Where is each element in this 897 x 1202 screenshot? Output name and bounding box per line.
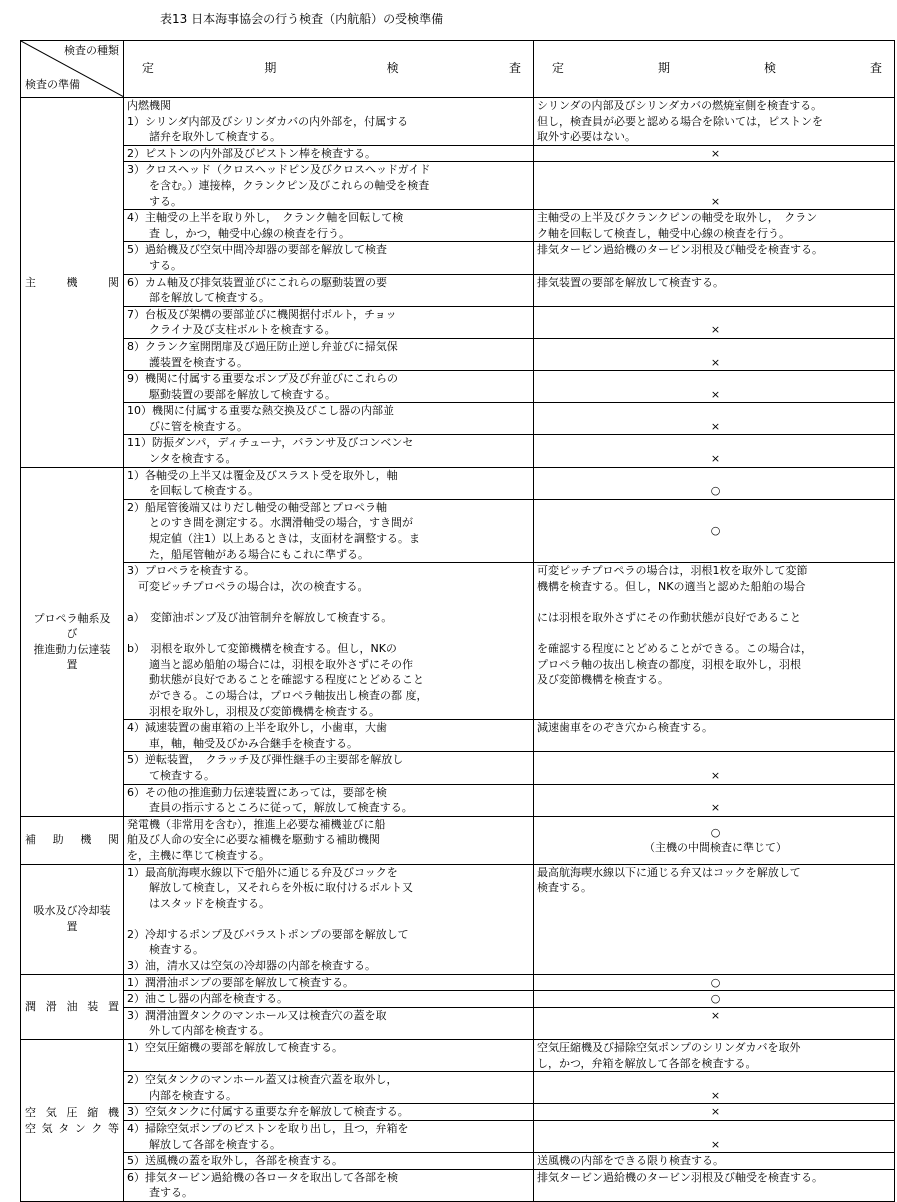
procedure-text: 7）台板及び架構の要部並びに機関据付ボルト，チョッ クライナ及び支柱ボルトを検査する。 <box>127 307 397 337</box>
mark-cell: × <box>534 338 895 370</box>
table-row <box>21 1169 895 1201</box>
procedure-cell <box>124 162 534 210</box>
requirement-cell: 可変ピッチプロペラの場合は，羽根1枚を取外して変節 機構を検査する。但し，NKの適当と認めた船舶の場合 には羽根を取外さずにその作動状態が良好であること を確認する程度にとどめることができる。この場合は， プロペラ軸の抜出し検査の都度，羽根を取外し，羽根 及び変節機構を検査する。 <box>534 563 895 720</box>
procedure-cell: 2）空気タンクのマンホール蓋又は検査穴蓋を取外し， 内部を検査する。 <box>124 1072 534 1104</box>
procedure-cell: 4）減速装置の歯車箱の上半を取外し，小歯車，大歯 車，軸，軸受及びかみ合継手を検査する。 <box>124 720 534 752</box>
table-row <box>21 145 895 162</box>
procedure-cell <box>124 274 534 306</box>
table-row <box>21 435 895 467</box>
requirement-cell: 主軸受の上半及びクランクピンの軸受を取外し， クラン ク軸を回転して検査し，軸受中心線の検査を行う。 <box>534 210 895 242</box>
table-row <box>21 974 895 991</box>
procedure-text: 4）主軸受の上半を取り外し， クランク軸を回転して検 査 し，かつ，軸受中心線の検査を行う。 <box>127 211 404 240</box>
kind-label: 検査の種類 <box>64 44 119 57</box>
mark-cell <box>534 816 895 864</box>
table-row <box>21 1072 895 1104</box>
procedure-cell <box>124 145 534 162</box>
table-row <box>21 338 895 370</box>
table-row <box>21 752 895 784</box>
inspection-prep-table <box>20 40 895 1202</box>
mark-cell: × <box>534 1072 895 1104</box>
procedure-cell: 1）各軸受の上半又は覆金及びスラスト受を取外し，軸 を回転して検査する。 <box>124 467 534 499</box>
procedure-text: 1）シリンダ内部及びシリンダカバの内外部を，付属する 諸弁を取外して検査する。 <box>127 114 409 144</box>
mark-cell: × <box>534 145 895 162</box>
procedure-cell <box>124 306 534 338</box>
requirement-cell: 最高航海喫水線以下に通じる弁又はコックを解放して 検査する。 <box>534 864 895 974</box>
category-label: 空 気 タ ン ク 等 <box>25 1121 119 1135</box>
procedure-intro: 内燃機関 <box>127 99 171 112</box>
mark-cell: × <box>534 1121 895 1153</box>
table-row <box>21 371 895 403</box>
table-row <box>21 1121 895 1153</box>
procedure-text: 2）ピストンの内外部及びピストン棒を検査する。 <box>127 146 376 160</box>
header-periodic: 定 期 検 査 <box>124 41 534 98</box>
category-aux-engine <box>21 816 124 864</box>
procedure-cell: 5）送風機の蓋を取外し，各部を検査する。 <box>124 1153 534 1170</box>
mark-cell: × <box>534 1007 895 1039</box>
requirement-cell: 排気装置の要部を解放して検査する。 <box>534 274 895 306</box>
procedure-text: 10）機関に付属する重要な熱交換及びこし器の内部並 びに管を検査する。 <box>127 404 394 433</box>
mark-cell: × <box>534 1104 895 1121</box>
procedure-cell: 6）その他の推進動力伝達装置にあっては，要部を検 査員の指示するところに従って，解放して検査する。 <box>124 784 534 816</box>
procedure-cell: 1）空気圧縮機の要部を解放して検査する。 <box>124 1040 534 1072</box>
mark-cell: × <box>534 403 895 435</box>
table-row <box>21 991 895 1008</box>
mark-cell: ○ <box>534 499 895 562</box>
category-air-compressor <box>21 1040 124 1202</box>
table-row <box>21 98 895 146</box>
category-propeller: プロペラ軸系及 び 推進動力伝達装 置 <box>21 467 124 816</box>
procedure-cell <box>124 338 534 370</box>
header-corner <box>21 41 124 98</box>
table-row <box>21 1104 895 1121</box>
table-row <box>21 467 895 499</box>
procedure-cell: 1）最高航海喫水線以下で船外に通じる弁及びコックを 解放して検査し，又それらを外板に取付けるボルト又 はスタッドを検査する。 2）冷却するポンプ及びバラストポンプの要部を解放して 検査する。 3）油，清水又は空気の冷却器の内部を検査する。 <box>124 864 534 974</box>
category-label: 空 気 圧 縮 機 <box>25 1105 119 1119</box>
requirement-cell: 空気圧縮機及び掃除空気ポンプのシリンダカバを取外 し，かつ，弁箱を解放して各部を検査する。 <box>534 1040 895 1072</box>
mark-note: （主機の中間検査に準じて） <box>644 841 787 855</box>
procedure-cell: 3）プロペラを検査する。 可変ピッチプロペラの場合は，次の検査する。 a） 変節油ポンプ及び油管制弁を解放して検査する。 b） 羽根を取外して変節機構を検査する。但し，NKの 適当と認め船舶の場合には，羽根を取外さずにその作 動状態が良好であることを確認する程度にとどめること ができる。この場合は，プロペラ軸抜出し検査の都 度， 羽根を取外し，羽根及び変節機構を検査する。 <box>124 563 534 720</box>
requirement-cell: シリンダの内部及びシリンダカバの燃焼室側を検査する。 但し，検査員が必要と認める場合を除いては，ピストンを 取外す必要はない。 <box>534 98 895 146</box>
mark-cell: × <box>534 784 895 816</box>
document-title: 表13 日本海事協会の行う検査（内航船）の受検準備 <box>160 12 444 26</box>
procedure-cell <box>124 435 534 467</box>
table-row <box>21 403 895 435</box>
category-label: 補 助 機 関 <box>25 833 119 847</box>
procedure-cell <box>124 98 534 146</box>
procedure-cell: 2）油こし器の内部を検査する。 <box>124 991 534 1008</box>
procedure-cell: 6）排気タービン過給機の各ロータを取出して各部を検 査する。 <box>124 1169 534 1201</box>
procedure-cell <box>124 242 534 274</box>
procedure-cell: 2）船尾管後端又はりだし軸受の軸受部とプロペラ軸 とのすき間を測定する。水潤滑軸受の場合，すき間が 規定値（注1）以上あるときは，支面材を調整する。ま た，船尾管軸がある場合にもこれに準ずる。 <box>124 499 534 562</box>
procedure-cell: 4）掃除空気ポンプのピストンを取り出し，且つ，弁箱を 解放して各部を検査する。 <box>124 1121 534 1153</box>
procedure-cell <box>124 210 534 242</box>
requirement-cell: 送風機の内部をできる限り検査する。 <box>534 1153 895 1170</box>
procedure-cell <box>124 403 534 435</box>
table-row <box>21 720 895 752</box>
category-label: 潤 滑 油 装 置 <box>25 1000 119 1014</box>
mark-cell: × <box>534 435 895 467</box>
prep-label: 検査の準備 <box>25 78 80 92</box>
header-row <box>21 41 895 98</box>
procedure-cell <box>124 371 534 403</box>
requirement-cell: 排気タービン過給機のタービン羽根及び軸受を検査する。 <box>534 242 895 274</box>
table-row <box>21 1153 895 1170</box>
category-label: 主 機 関 <box>25 275 119 289</box>
category-lube-oil <box>21 974 124 1039</box>
category-main-engine <box>21 98 124 468</box>
procedure-text: 6）カム軸及び排気装置並びにこれらの駆動装置の要 部を解放して検査する。 <box>127 275 387 305</box>
mark-cell: × <box>534 306 895 338</box>
table-row <box>21 816 895 864</box>
table-row <box>21 1040 895 1072</box>
procedure-text: 5）過給機及び空気中間冷却器の要部を解放して検査 する。 <box>127 243 387 272</box>
mark-cell: × <box>534 162 895 210</box>
table-row <box>21 306 895 338</box>
procedure-cell: 3）空気タンクに付属する重要な弁を解放して検査する。 <box>124 1104 534 1121</box>
requirement-cell: 排気タービン過給機のタービン羽根及び軸受を検査する。 <box>534 1169 895 1201</box>
mark-cell: ○ <box>534 467 895 499</box>
table-row <box>21 210 895 242</box>
table-row <box>21 242 895 274</box>
mark-cell: ○ <box>534 991 895 1008</box>
table-row <box>21 784 895 816</box>
procedure-text: 8）クランク室開閉扉及び過圧防止逆し弁並びに掃気保 護装置を検査する。 <box>127 339 398 369</box>
procedure-cell: 発電機（非常用を含む），推進上必要な補機並びに船 舶及び人命の安全に必要な補機を駆動する補助機関 を，主機に準じて検査する。 <box>124 816 534 864</box>
procedure-cell: 3）潤滑油置タンクのマンホール又は検査穴の蓋を取 外して内部を検査する。 <box>124 1007 534 1039</box>
table-row <box>21 162 895 210</box>
procedure-text: 9）機関に付属する重要なポンプ及び弁並びにこれらの 駆動装置の要部を解放して検査する。 <box>127 372 398 401</box>
mark-cell: × <box>534 371 895 403</box>
procedure-cell: 5）逆転装置， クラッチ及び弾性継手の主要部を解放し て検査する。 <box>124 752 534 784</box>
table-row <box>21 563 895 720</box>
procedure-cell: 1）潤滑油ポンプの要部を解放して検査する。 <box>124 974 534 991</box>
requirement-cell: 減速歯車をのぞき穴から検査する。 <box>534 720 895 752</box>
mark-cell: × <box>534 752 895 784</box>
table-row <box>21 499 895 562</box>
mark-cell: ○ <box>534 974 895 991</box>
mark: ○ <box>710 825 721 839</box>
category-sea-cooling: 吸水及び冷却装 置 <box>21 864 124 974</box>
procedure-text: 3）クロスヘッド（クロスヘッドピン及びクロスヘッドガイド を含む。）連接棒，クランクピン及びこれらの軸受を検査 する。 <box>127 163 431 208</box>
header-periodic-2: 定 期 検 査 <box>534 41 895 98</box>
table-row <box>21 274 895 306</box>
table-row <box>21 864 895 974</box>
table-row <box>21 1007 895 1039</box>
procedure-text: 11）防振ダンパ，ディチューナ，バランサ及びコンベンセ ンタを検査する。 <box>127 436 414 466</box>
